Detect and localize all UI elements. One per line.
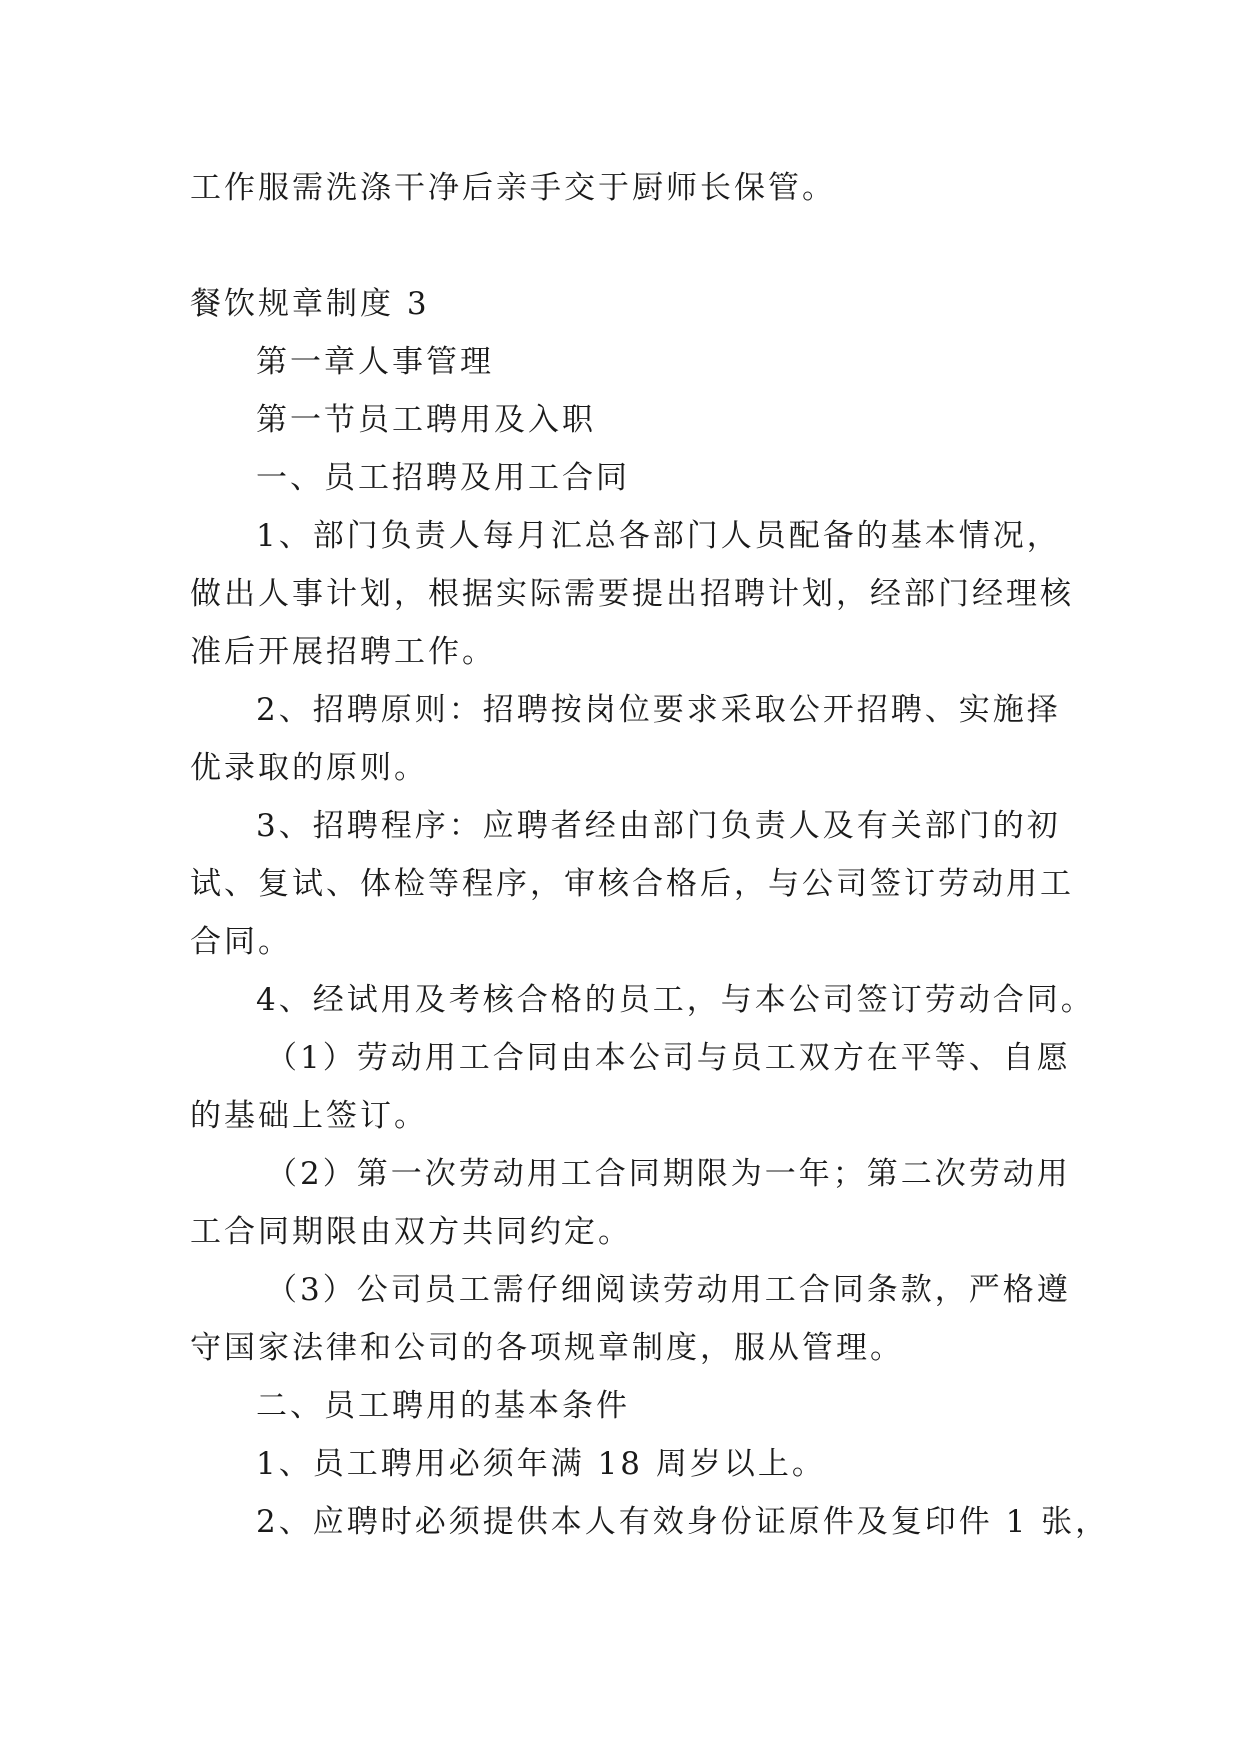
paragraph-line: （1）劳动用工合同由本公司与员工双方在平等、自愿	[266, 1040, 1071, 1076]
paragraph-line: （3）公司员工需仔细阅读劳动用工合同条款，严格遵	[266, 1272, 1071, 1308]
section-heading: 第一节员工聘用及入职	[256, 402, 596, 438]
paragraph-line: 的基础上签订。	[190, 1098, 428, 1134]
paragraph-line: 3、招聘程序：应聘者经由部门负责人及有关部门的初	[256, 808, 1061, 844]
paragraph-line: 准后开展招聘工作。	[190, 634, 496, 670]
paragraph-line: 试、复试、体检等程序，审核合格后，与公司签订劳动用工	[190, 866, 1074, 902]
paragraph-line: 2、应聘时必须提供本人有效身份证原件及复印件 1 张，	[256, 1504, 1110, 1540]
paragraph-line: 工作服需洗涤干净后亲手交于厨师长保管。	[190, 170, 836, 206]
paragraph-line: （2）第一次劳动用工合同期限为一年；第二次劳动用	[266, 1156, 1071, 1192]
paragraph-line: 工合同期限由双方共同约定。	[190, 1214, 632, 1250]
paragraph-line: 合同。	[190, 924, 292, 960]
paragraph-line: 守国家法律和公司的各项规章制度，服从管理。	[190, 1330, 904, 1366]
paragraph-line: 做出人事计划，根据实际需要提出招聘计划，经部门经理核	[190, 576, 1074, 612]
paragraph-line: 4、经试用及考核合格的员工，与本公司签订劳动合同。	[256, 982, 1095, 1018]
section-title: 餐饮规章制度 3	[190, 286, 430, 322]
paragraph-line: 1、员工聘用必须年满 18 周岁以上。	[256, 1446, 826, 1482]
paragraph-line: 1、部门负责人每月汇总各部门人员配备的基本情况，	[256, 518, 1061, 554]
chapter-heading: 第一章人事管理	[256, 344, 494, 380]
subsection-heading: 一、员工招聘及用工合同	[256, 460, 630, 496]
paragraph-line: 2、招聘原则：招聘按岗位要求采取公开招聘、实施择	[256, 692, 1061, 728]
subsection-heading: 二、员工聘用的基本条件	[256, 1388, 630, 1424]
paragraph-line: 优录取的原则。	[190, 750, 428, 786]
